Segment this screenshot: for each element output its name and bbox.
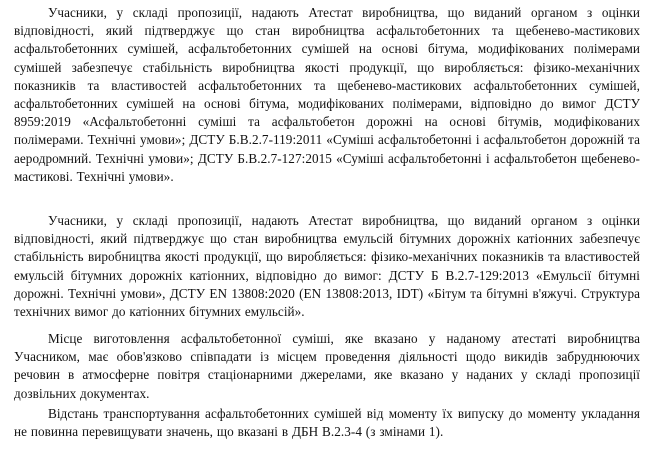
paragraph-production-certificate-asphalt: Учасники, у складі пропозиції, надають Атестат виробництва, що виданий органом з оцінки відповідності, який підтверджує що стан виробництва асфальтобетонних та щебенево-мастикових асфальтобетонних сумішей, асфальтобетонних сумішей на основі бітума, модифікованих полімерами сумішей забезпечує стабільність виробництва якості продукції, що виробляється: фізико-механічних показників та властивостей асфальтобетонних та щебенево-мастикових асфальтобетонних сумішей, асфальтобетонних сумішей на основі бітума, модифікованих полімерами, відповідно до вимог ДСТУ 8959:2019 «Асфальтобетонні суміші та асфальтобетон дорожні на основі бітумів, модифікованих полімерами. Технічні умови»; ДСТУ Б.В.2.7-119:2011 «Суміші асфальтобетонні і асфальтобетон дорожній та аеродромний. Технічні умови»; ДСТУ Б.В.2.7-127:2015 «Суміші асфальтобетонні і асфальтобетон щебенево-мастикові. Технічні умови».: [14, 5, 640, 184]
paragraph-production-site: Місце виготовлення асфальтобетонної суміші, яке вказано у наданому атестаті виробництва Учасником, має обов'язково співпадати із місцем проведення діяльності щодо викидів забруднюючих речовин в атмосферне повітря стаціонарними джерелами, яке вказано у наданих у складі пропозиції дозвільних документах.: [14, 331, 640, 401]
paragraph-production-certificate-emulsion: Учасники, у складі пропозиції, надають Атестат виробництва, що виданий органом з оцінки відповідності, який підтверджує що стан виробництва емульсій бітумних дорожніх катіонних забезпечує стабільність виробництва якості продукції, що виробляється: фізико-механічних показників та властивостей емульсій бітумних дорожніх катіонних, відповідно до вимог: ДСТУ Б В.2.7-129:2013 «Емульсії бітумні дорожні. Технічні умови», ДСТУ EN 13808:2020 (EN 13808:2013, IDT) «Бітум та бітумні в'яжучі. Структура технічних вимог до катіонних бітумних емульсій».: [14, 213, 640, 320]
paragraph-transport-distance: Відстань транспортування асфальтобетонних сумішей від моменту їх випуску до моменту укладання не повинна перевищувати значень, що вказані в ДБН В.2.3-4 (з змінами 1).: [14, 406, 640, 440]
